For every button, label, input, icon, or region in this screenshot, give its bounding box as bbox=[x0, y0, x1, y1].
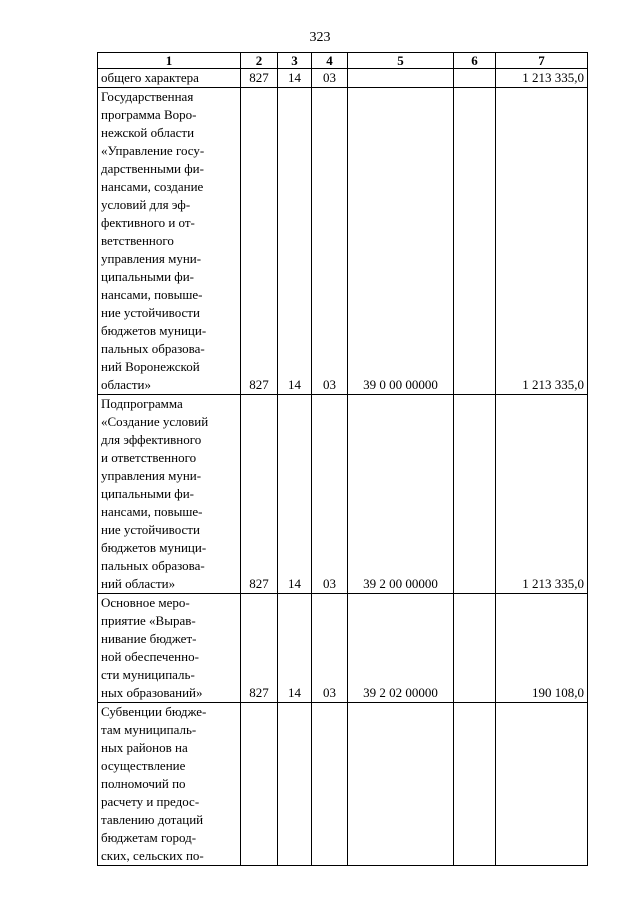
cell-amount: 1 213 335,0 bbox=[496, 88, 588, 395]
cell-subsection: 03 bbox=[312, 395, 348, 594]
cell-code: 827 bbox=[241, 88, 278, 395]
cell-code: 827 bbox=[241, 395, 278, 594]
cell-amount: 1 213 335,0 bbox=[496, 395, 588, 594]
cell-target: 39 0 00 00000 bbox=[348, 88, 454, 395]
row-name: Субвенции бюдже- там муниципаль- ных районов на осуществление полномочий по расчету и предос- тавлению дотаций бюджетам город- ских, сельских по- bbox=[98, 703, 241, 866]
cell-subsection bbox=[312, 703, 348, 866]
cell-subsection: 03 bbox=[312, 69, 348, 88]
cell-section: 14 bbox=[278, 594, 312, 703]
cell-code: 827 bbox=[241, 69, 278, 88]
cell-amount bbox=[496, 703, 588, 866]
column-header-7: 7 bbox=[496, 53, 588, 69]
cell-type bbox=[454, 88, 496, 395]
cell-subsection: 03 bbox=[312, 594, 348, 703]
row-name: Подпрограмма «Создание условий для эффективного и ответственного управления муни- ципальными фи- нансами, повыше- ние устойчивости бюджетов муници- пальных образова- ний области» bbox=[98, 395, 241, 594]
row-name: Основное меро- приятие «Вырав- нивание бюджет- ной обеспеченно- сти муниципаль- ных образований» bbox=[98, 594, 241, 703]
cell-amount: 190 108,0 bbox=[496, 594, 588, 703]
cell-subsection: 03 bbox=[312, 88, 348, 395]
table-row bbox=[98, 88, 588, 395]
cell-section: 14 bbox=[278, 395, 312, 594]
cell-type bbox=[454, 395, 496, 594]
cell-target: 39 2 00 00000 bbox=[348, 395, 454, 594]
cell-section: 14 bbox=[278, 88, 312, 395]
column-header-6: 6 bbox=[454, 53, 496, 69]
cell-type bbox=[454, 594, 496, 703]
row-name: Государственная программа Воро- нежской области «Управление госу- дарственными фи- нансами, создание условий для эф- фективного и от- ветственного управления муни- ципальными фи- нансами, повыше- ние устойчивости бюджетов муници- пальных образова- ний Воронежской области» bbox=[98, 88, 241, 395]
cell-target bbox=[348, 703, 454, 866]
cell-target: 39 2 02 00000 bbox=[348, 594, 454, 703]
column-header-3: 3 bbox=[278, 53, 312, 69]
cell-type bbox=[454, 703, 496, 866]
table-row bbox=[98, 69, 588, 88]
table-row bbox=[98, 594, 588, 703]
cell-section bbox=[278, 703, 312, 866]
column-header-1: 1 bbox=[98, 53, 241, 69]
cell-type bbox=[454, 69, 496, 88]
cell-amount: 1 213 335,0 bbox=[496, 69, 588, 88]
cell-code: 827 bbox=[241, 594, 278, 703]
table-row bbox=[98, 703, 588, 866]
header-row bbox=[98, 53, 588, 69]
cell-target bbox=[348, 69, 454, 88]
column-header-5: 5 bbox=[348, 53, 454, 69]
column-header-4: 4 bbox=[312, 53, 348, 69]
cell-section: 14 bbox=[278, 69, 312, 88]
column-header-2: 2 bbox=[241, 53, 278, 69]
budget-table bbox=[97, 52, 588, 866]
table-row bbox=[98, 395, 588, 594]
page-number: 323 bbox=[309, 30, 331, 45]
cell-code bbox=[241, 703, 278, 866]
row-name: общего характера bbox=[98, 69, 241, 88]
